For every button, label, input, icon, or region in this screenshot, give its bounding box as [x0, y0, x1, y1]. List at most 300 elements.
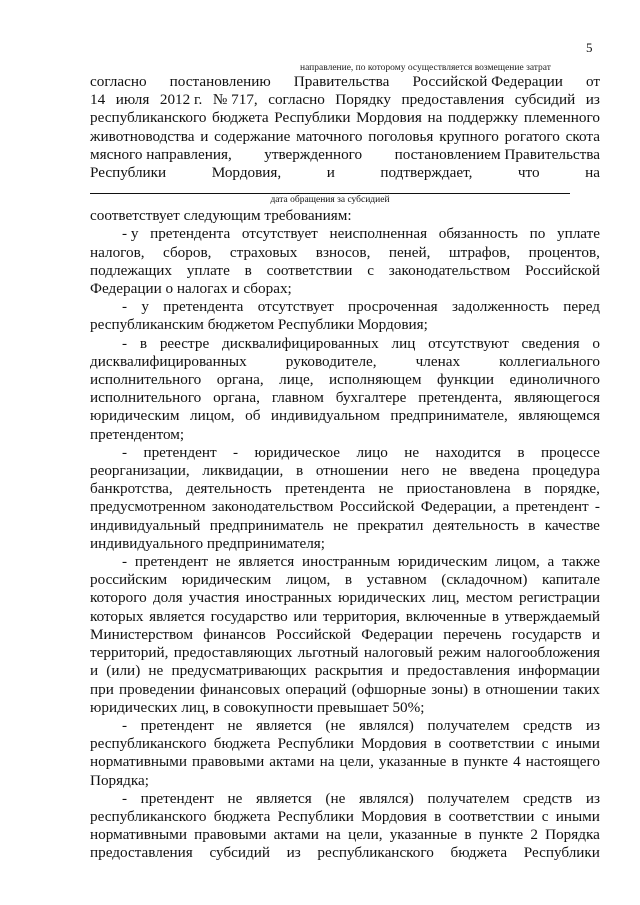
word: процедура [532, 462, 600, 480]
requirements-intro: соответствует следующим требованиям: [90, 207, 352, 225]
word: об [245, 407, 261, 425]
text-line [90, 280, 600, 298]
word: № 717, [212, 91, 258, 109]
word: рогатого [504, 127, 560, 145]
word: июля [115, 91, 150, 109]
word: органа, [216, 371, 264, 389]
word: отсутствует [257, 298, 334, 316]
word: является [149, 607, 205, 625]
page-number: 5 [586, 40, 593, 55]
word: по [529, 225, 546, 243]
word: исполнительного [90, 389, 202, 407]
word: средств [523, 789, 573, 807]
word: пункте [478, 826, 524, 844]
word: законодательством [388, 261, 511, 279]
word: поддержку [447, 109, 519, 127]
word: единоличного [509, 371, 600, 389]
text-line [90, 335, 600, 353]
word: из [585, 789, 600, 807]
word: обязанность [438, 225, 518, 243]
word: доля [152, 589, 183, 607]
word: предоставляющих [173, 644, 293, 662]
text-line [90, 244, 600, 262]
requirement-paragraph [90, 444, 600, 553]
word: соответствии [266, 261, 353, 279]
word: предоставления [401, 91, 505, 109]
text-line [90, 717, 600, 735]
word: в [244, 261, 252, 279]
word: раскрытия [314, 662, 383, 680]
word: подтверждает, [380, 164, 473, 182]
text-line [90, 498, 600, 516]
word: республиканского [90, 735, 207, 753]
word: участия [188, 589, 240, 607]
word: в [517, 443, 525, 461]
word: в [434, 807, 442, 825]
word: племенного [523, 109, 600, 127]
text-run: индивидуального предпринимателя; [90, 534, 325, 552]
word: дисквалифицированных [221, 334, 379, 352]
word: постановлению [169, 73, 271, 90]
word: лиц, [431, 589, 460, 607]
word: из [585, 716, 600, 734]
word: в [523, 480, 532, 498]
word: является [255, 716, 312, 734]
word: территорий, [90, 644, 169, 662]
word: в [473, 680, 481, 698]
word: мясного направления, [90, 145, 232, 163]
word: Республики [277, 807, 354, 825]
word: согласно [268, 91, 325, 109]
word: - [233, 443, 239, 461]
word: капитале [542, 571, 600, 589]
word: в [464, 826, 472, 844]
word: не [148, 662, 164, 680]
text-line [90, 316, 600, 334]
text-line [90, 164, 600, 182]
date-caption-note: дата обращения за субсидией [270, 195, 390, 206]
word: предоставления [90, 844, 193, 862]
word: с [541, 735, 549, 753]
word: Российской [339, 498, 415, 516]
requirement-paragraph [90, 790, 600, 863]
word: а [502, 498, 510, 516]
word: 4 [513, 753, 521, 771]
text-run: Порядка; [90, 771, 149, 789]
top-caption-note: направление, по которому осуществляется возмещение затрат [300, 63, 551, 73]
text-line [90, 128, 600, 146]
word: руководителе, [285, 352, 377, 370]
text-line [90, 109, 600, 127]
text-line [90, 753, 600, 771]
word: маточного [296, 127, 363, 145]
word: регистрации [518, 589, 600, 607]
text-line [90, 571, 600, 589]
word: зоны) [431, 680, 469, 698]
word: в [528, 516, 536, 534]
text-line [90, 644, 600, 662]
word: Мордовия [356, 109, 422, 127]
text-line [90, 91, 600, 109]
text-line [90, 608, 600, 626]
word: претендента [285, 480, 366, 498]
word: актами [273, 826, 319, 844]
word: соответствии [448, 807, 535, 825]
word: Федерации [361, 625, 433, 643]
word: режим [438, 644, 481, 662]
word: утверждаемый [504, 607, 600, 625]
text-run: Федерации о налогах и сборах; [90, 280, 292, 298]
word: задолженность [451, 298, 549, 316]
word: поголовья [368, 127, 434, 145]
word: не [333, 516, 348, 534]
word: лицо [356, 443, 388, 461]
word: являлся) [358, 716, 414, 734]
word: не [442, 462, 457, 480]
word: деятельность [432, 516, 519, 534]
word: и [390, 662, 400, 680]
word: претендент [515, 498, 589, 516]
word: сборов, [163, 243, 212, 261]
word: иностранным [301, 553, 391, 571]
word: предусматривающих [171, 662, 307, 680]
word: претендент [143, 443, 217, 461]
word: отсутствует [241, 225, 318, 243]
word: указанные [389, 826, 458, 844]
word: бюджета [213, 807, 271, 825]
word: нормативными [90, 826, 187, 844]
word: нормативными [90, 753, 187, 771]
word: отсутствуют [428, 334, 509, 352]
word: главном [271, 389, 324, 407]
word: предоставления [407, 662, 511, 680]
word: юридическим [90, 407, 180, 425]
word: финансов [203, 625, 266, 643]
word: органа, [213, 389, 260, 407]
word: в [491, 607, 500, 625]
word: льготный [297, 644, 359, 662]
word: цели, [348, 826, 383, 844]
word: финансовых [199, 680, 281, 698]
word: что [517, 164, 540, 182]
word: пеней, [388, 243, 431, 261]
word: территория, [322, 607, 401, 625]
text-line [90, 699, 600, 717]
word: в [344, 571, 353, 589]
word: 2012 г. [159, 91, 203, 109]
text-line [90, 480, 600, 498]
text-line [90, 790, 600, 808]
word: ликвидации, [202, 462, 284, 480]
word: которого [90, 589, 147, 607]
word: настоящего [525, 753, 600, 771]
word: субсидий [514, 91, 576, 109]
word: - [594, 498, 600, 516]
word: деятельность [185, 480, 272, 498]
word: индивидуальный [90, 516, 201, 534]
word: (или) [106, 662, 141, 680]
text-run: юридических лиц, в совокупности превышает 50%; [90, 698, 425, 716]
word: порядке, [544, 480, 600, 498]
word: (складочном) [441, 571, 528, 589]
text-line [90, 225, 600, 243]
word: республиканского [317, 844, 434, 862]
text-line [90, 371, 600, 389]
text-line [90, 407, 600, 425]
word: получателем [427, 789, 510, 807]
word: утвержденного [264, 145, 363, 163]
word: с [541, 807, 549, 825]
word: на [427, 109, 443, 127]
word: актами [269, 753, 315, 771]
word: законодательством [211, 498, 334, 516]
word: цели, [339, 753, 374, 771]
word: - [122, 334, 128, 352]
word: Правительства [293, 73, 390, 90]
word: и [326, 164, 335, 182]
word: Мордовия [361, 735, 427, 753]
word: лицом, [190, 407, 235, 425]
word: республиканского [90, 807, 207, 825]
word: налоговый [363, 644, 434, 662]
word: уставном [366, 571, 427, 589]
word: взносов, [315, 243, 371, 261]
word: являлся) [358, 789, 414, 807]
word: Порядка [545, 826, 600, 844]
word: Федерации, [420, 498, 497, 516]
word: согласно [90, 73, 147, 90]
word: Российской Федерации [412, 73, 563, 90]
word: российским [90, 571, 168, 589]
word: уплате [186, 261, 230, 279]
word: получателем [427, 716, 510, 734]
text-line [90, 262, 600, 280]
word: индивидуальном [270, 407, 380, 425]
word: правовыми [194, 826, 267, 844]
word: является [255, 789, 312, 807]
word: Мордовия, [211, 164, 282, 182]
word: у [141, 298, 149, 316]
word: правовыми [192, 753, 265, 771]
word: включенные [405, 607, 487, 625]
word: Порядку [335, 91, 391, 109]
word: Республики [274, 109, 351, 127]
text-line [90, 735, 600, 753]
word: (офшорные [351, 680, 427, 698]
word: реорганизации, [90, 462, 190, 480]
word: (не [325, 716, 346, 734]
text-line [90, 298, 600, 316]
text-line [90, 389, 600, 407]
word: крупного [439, 127, 499, 145]
word: в [434, 735, 442, 753]
word: находится [435, 443, 501, 461]
text-line [90, 146, 600, 164]
text-line [90, 462, 600, 480]
word: является [238, 553, 295, 571]
requirement-paragraph [90, 298, 600, 334]
word: содержание [214, 127, 291, 145]
word: страховых [229, 243, 298, 261]
word: юридическое [254, 443, 341, 461]
word: иными [555, 735, 600, 753]
word: операций [285, 680, 347, 698]
text-line [90, 681, 600, 699]
word: введена [469, 462, 520, 480]
word: лиц [391, 334, 416, 352]
word: предусмотренном [90, 498, 206, 516]
word: на [319, 753, 335, 771]
word: государство [210, 607, 288, 625]
word: претендент [140, 716, 214, 734]
word: от [585, 73, 600, 90]
word: не [227, 716, 243, 734]
word: предприниматель [209, 516, 324, 534]
word: лицом, [495, 553, 540, 571]
word: скота [565, 127, 600, 145]
word: юридических [338, 589, 426, 607]
word: и [200, 127, 209, 145]
word: при [90, 680, 114, 698]
word: - [122, 553, 128, 571]
text-line [90, 826, 600, 844]
requirement-paragraph [90, 717, 600, 790]
date-fill-line [90, 184, 570, 194]
word: республиканского [90, 109, 207, 127]
text-line [90, 808, 600, 826]
word: юридическим [181, 571, 272, 589]
requirement-paragraph [90, 225, 600, 298]
word: в [451, 753, 459, 771]
word: - [122, 789, 128, 807]
word: о [592, 334, 600, 352]
word: дисквалифицированных [90, 352, 247, 370]
word: отношении [315, 462, 389, 480]
word: бюджета [212, 109, 269, 127]
text-line [90, 772, 600, 790]
text-run: республиканским бюджетом Республики Мордовия; [90, 316, 428, 334]
word: не [378, 480, 394, 498]
word: перед [563, 298, 600, 316]
word: сведения [521, 334, 580, 352]
word: иными [555, 807, 600, 825]
word: бухгалтере [335, 389, 407, 407]
word: местом [465, 589, 513, 607]
word: Республики [523, 844, 600, 862]
word: лице, [279, 371, 314, 389]
word: Министерством [90, 625, 193, 643]
word: таких [563, 680, 600, 698]
word: (не [325, 789, 346, 807]
document-body [90, 73, 600, 863]
word: постановлением Правительства [394, 145, 600, 163]
word: которых [90, 607, 144, 625]
word: претендента [163, 298, 244, 316]
word: соответствии [448, 735, 535, 753]
word: Российской [276, 625, 351, 643]
word: а [547, 553, 555, 571]
word: на [326, 826, 341, 844]
word: - у [122, 225, 139, 243]
word: него [401, 462, 430, 480]
word: являющемся [518, 407, 600, 425]
word: бюджета [213, 735, 271, 753]
word: информации [518, 662, 600, 680]
word: процессе [540, 443, 600, 461]
word: отношении [485, 680, 559, 698]
word: и [90, 662, 99, 680]
text-line [90, 73, 600, 91]
word: или [293, 607, 318, 625]
word: прекратил [357, 516, 424, 534]
text-line [90, 662, 600, 680]
word: реестре [159, 334, 210, 352]
text-line [90, 517, 600, 535]
word: проведении [118, 680, 195, 698]
word: функции [437, 371, 494, 389]
word: исполняющем [329, 371, 422, 389]
word: не [215, 553, 231, 571]
word: качестве [544, 516, 600, 534]
word: из [286, 844, 301, 862]
text-line [90, 426, 600, 444]
word: на [585, 164, 600, 182]
word: государств [511, 625, 582, 643]
word: являющегося [514, 389, 600, 407]
word: субсидий [209, 844, 270, 862]
word: в [139, 334, 148, 352]
word: животноводства [90, 127, 195, 145]
text-line [90, 626, 600, 644]
text-line [90, 589, 600, 607]
word: претендента, [418, 389, 503, 407]
word: не [404, 443, 420, 461]
word: и [591, 625, 600, 643]
word: также [562, 553, 600, 571]
word: Республики [90, 164, 167, 182]
word: в [296, 462, 304, 480]
word: неисполненная [329, 225, 428, 243]
word: налогов, [90, 243, 145, 261]
word: 14 [90, 91, 106, 109]
word: уплате [556, 225, 600, 243]
word: процентов, [528, 243, 600, 261]
text-line [90, 444, 600, 462]
word: претендент [140, 789, 214, 807]
word: подлежащих [90, 261, 172, 279]
word: 2 [530, 826, 538, 844]
word: указанные [378, 753, 447, 771]
word: штрафов, [448, 243, 511, 261]
word: иностранных [245, 589, 332, 607]
word: коллегиального [499, 352, 600, 370]
word: Республики [277, 735, 354, 753]
word: - [122, 298, 128, 316]
word: налогообложения [486, 644, 600, 662]
word: юридическим [397, 553, 488, 571]
word: приостановлена [406, 480, 511, 498]
text-line [90, 535, 600, 553]
word: пункте [463, 753, 509, 771]
text-line [90, 553, 600, 571]
word: перечень [443, 625, 502, 643]
word: бюджета [450, 844, 508, 862]
word: Мордовия [361, 807, 427, 825]
word: Российской [525, 261, 600, 279]
word: с [367, 261, 374, 279]
requirement-paragraph [90, 335, 600, 444]
text-line [90, 353, 600, 371]
